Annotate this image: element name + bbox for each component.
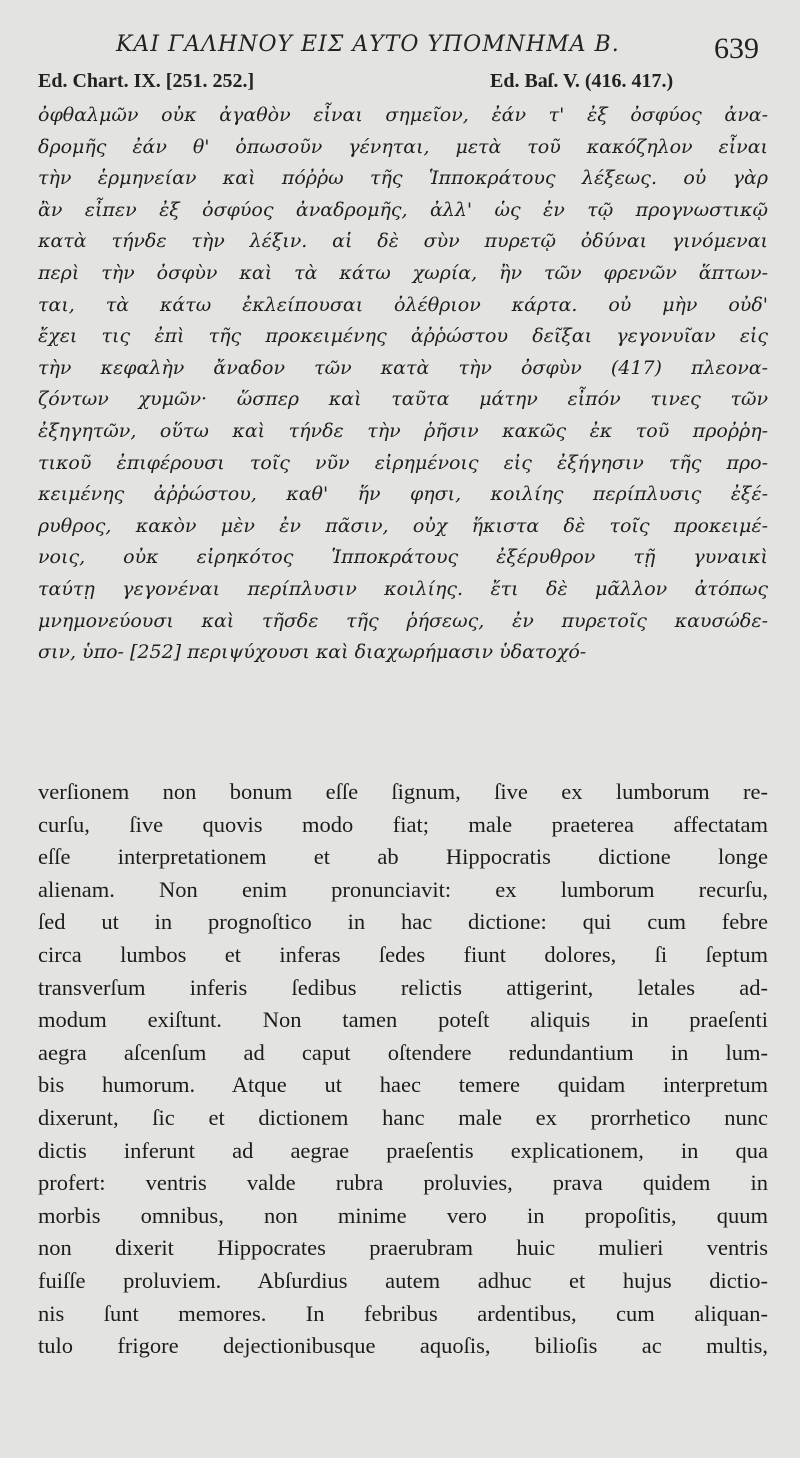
greek-text-line: τὴν κεφαλὴν ἄναδον τῶν κατὰ τὴν ὀσφὺν (417) πλεονα- [38, 356, 768, 379]
page-number: 639 [714, 32, 759, 65]
latin-text-line: dictis inferunt ad aegrae praeſentis explicationem, in qua [38, 1137, 768, 1163]
greek-text-block [38, 100, 768, 669]
greek-text-line: ται, τὰ κάτω ἐκλείπουσαι ὀλέθριον κάρτα. οὐ μὴν οὐδ' [38, 293, 768, 316]
latin-text-line: ſed ut in prognoſtico in hac dictione: qui cum febre [38, 909, 768, 935]
latin-text-line: circa lumbos et inferas ſedes fiunt dolores, ſi ſeptum [38, 941, 768, 967]
greek-text-line: ρυθρος, κακὸν μὲν ἐν πᾶσιν, οὐχ ἥκιστα δὲ τοῖς προκειμέ- [38, 514, 768, 537]
latin-text-line: tulo frigore dejectionibusque aquoſis, bilioſis ac multis, [38, 1333, 768, 1359]
greek-text-line: περὶ τὴν ὀσφὺν καὶ τὰ κάτω χωρία, ἢν τῶν φρενῶν ἅπτων- [38, 261, 768, 284]
greek-text-line: ζόντων χυμῶν· ὥσπερ καὶ ταῦτα μάτην εἶπόν τινες τῶν [38, 388, 768, 411]
latin-text-line: non dixerit Hippocrates praerubram huic mulieri ventris [38, 1235, 768, 1261]
greek-text-line: ὀφθαλμῶν οὐκ ἀγαθὸν εἶναι σημεῖον, ἐάν τ' ἐξ ὀσφύος ἀνα- [38, 104, 768, 126]
greek-text-line: σιν, ὑπο- [252] περιψύχουσι καὶ διαχωρήμασιν ὑδατοχό- [38, 641, 587, 664]
greek-text-line: μνημονεύουσι καὶ τῆσδε τῆς ῥήσεως, ἐν πυρετοῖς καυσώδε- [38, 609, 768, 632]
greek-text-line: δρομῆς ἐάν θ' ὁπωσοῦν γένηται, μετὰ τοῦ κακόζηλον εἶναι [38, 135, 768, 158]
latin-text-line: aegra aſcenſum ad caput oſtendere redundantium in lum- [38, 1039, 768, 1065]
latin-text-block [38, 776, 768, 1363]
edition-basel-reference: Ed. Baſ. V. (416. 417.) [490, 70, 674, 92]
greek-text-line: τὴν ἑρμηνείαν καὶ πόῤῥω τῆς Ἱπποκράτους λέξεως. οὐ γὰρ [38, 167, 768, 190]
latin-text-line: profert: ventris valde rubra proluvies, prava quidem in [38, 1170, 768, 1196]
latin-text-line: bis humorum. Atque ut haec temere quidam interpretum [38, 1072, 768, 1098]
latin-text-line: fuiſſe proluviem. Abſurdius autem adhuc et hujus dictio- [38, 1267, 768, 1293]
latin-text-line: dixerunt, ſic et dictionem hanc male ex prorrhetico nunc [38, 1104, 768, 1130]
greek-text-line: κειμένης ἀῤῥώστου, καθ' ἥν φησι, κοιλίης περίπλυσις ἐξέ- [38, 483, 768, 506]
latin-text-line: eſſe interpretationem et ab Hippocratis dictione longe [38, 844, 768, 870]
latin-text-line: transverſum inferis ſedibus relictis attigerint, letales ad- [38, 974, 768, 1000]
running-head [0, 28, 800, 68]
edition-chart-reference: Ed. Chart. IX. [251. 252.] [38, 70, 255, 92]
latin-text-line: alienam. Non enim pronunciavit: ex lumborum recurſu, [38, 876, 768, 902]
greek-text-line: νοις, οὐκ εἰρηκότος Ἱπποκράτους ἐξέρυθρον τῇ γυναικὶ [38, 546, 768, 569]
greek-text-line: ἐξηγητῶν, οὕτω καὶ τήνδε τὴν ῥῆσιν κακῶς ἐκ τοῦ προῤῥη- [38, 419, 768, 442]
greek-text-line: τικοῦ ἐπιφέρουσι τοῖς νῦν εἰρημένοις εἰς ἐξήγησιν τῆς προ- [38, 451, 768, 474]
latin-text-line: curſu, ſive quovis modo fiat; male praeterea affectatam [38, 811, 768, 837]
edition-references [38, 70, 768, 98]
latin-text-line: morbis omnibus, non minime vero in propoſitis, quum [38, 1202, 768, 1228]
greek-text-line: κατὰ τήνδε τὴν λέξιν. αἱ δὲ σὺν πυρετῷ ὀδύναι γινόμεναι [38, 230, 768, 253]
latin-text-line: modum exiſtunt. Non tamen poteſt aliquis in praeſenti [38, 1007, 768, 1033]
latin-text-line: verſionem non bonum eſſe ſignum, ſive ex lumborum re- [38, 779, 768, 804]
latin-text-line: nis ſunt memores. In febribus ardentibus, cum aliquan- [38, 1300, 768, 1326]
greek-text-line: ταύτῃ γεγονέναι περίπλυσιν κοιλίης. ἔτι δὲ μᾶλλον ἀτόπως [38, 577, 768, 600]
running-title: ΚΑΙ ΓΑΛΗΝΟΥ ΕΙΣ ΑΥΤΟ ΥΠΟΜΝΗΜΑ Β. [116, 32, 620, 57]
greek-text-line: ἂν εἶπεν ἐξ ὀσφύος ἀναδρομῆς, ἀλλ' ὡς ἐν τῷ προγνωστικῷ [38, 198, 768, 221]
greek-text-line: ἔχει τις ἐπὶ τῆς προκειμένης ἀῤῥώστου δεῖξαι γεγονυῖαν εἰς [38, 325, 768, 348]
